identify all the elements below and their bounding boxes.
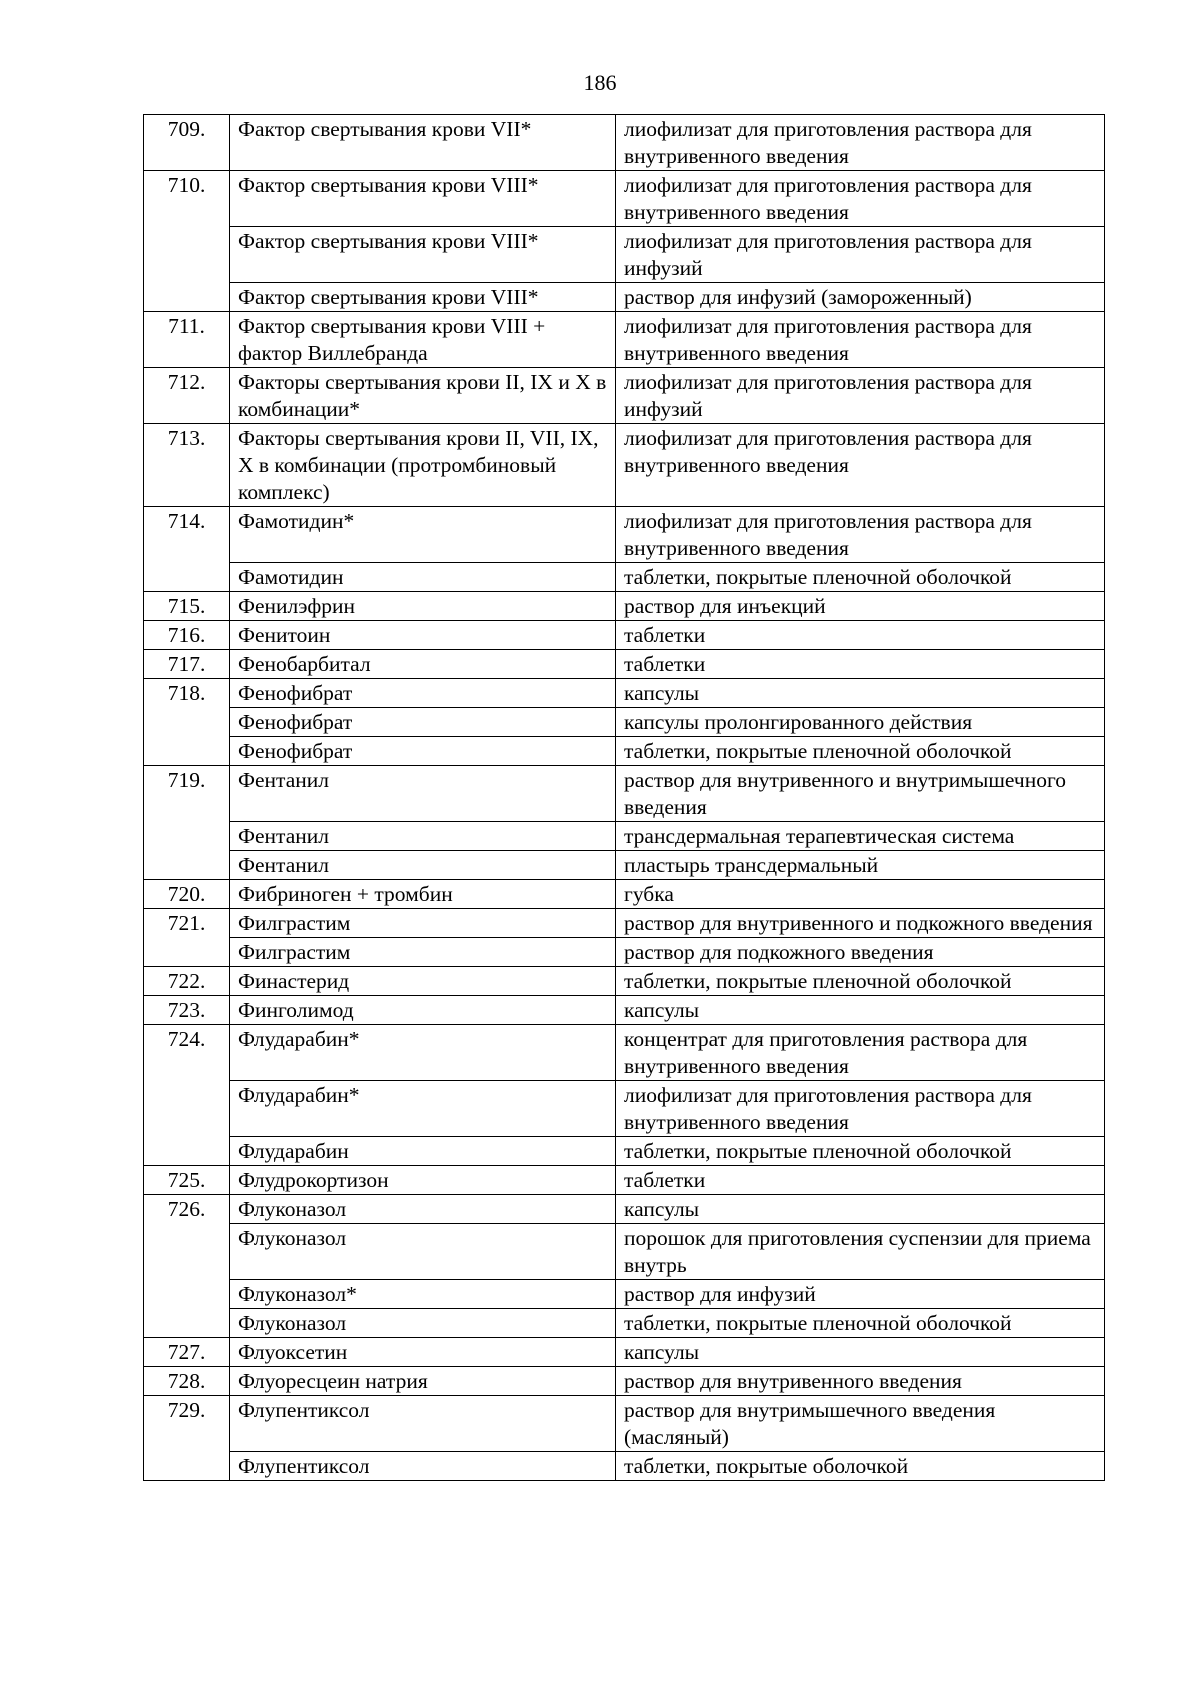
- drug-name: Фентанил: [230, 822, 616, 851]
- item-number: 721.: [144, 909, 230, 967]
- dosage-form: таблетки, покрытые пленочной оболочкой: [616, 967, 1105, 996]
- drug-name: Фактор свертывания крови VII*: [230, 115, 616, 171]
- drug-name: Факторы свертывания крови II, IX и X в комбинации*: [230, 368, 616, 424]
- dosage-form: лиофилизат для приготовления раствора для внутривенного введения: [616, 507, 1105, 563]
- table-row: [144, 766, 1105, 822]
- table-row: [144, 115, 1105, 171]
- drug-name: Фибриноген + тромбин: [230, 880, 616, 909]
- dosage-form: концентрат для приготовления раствора для внутривенного введения: [616, 1025, 1105, 1081]
- dosage-form: порошок для приготовления суспензии для приема внутрь: [616, 1224, 1105, 1280]
- drug-name: Флударабин*: [230, 1081, 616, 1137]
- drug-name: Фентанил: [230, 766, 616, 822]
- table-row: [144, 507, 1105, 563]
- dosage-form: капсулы: [616, 1195, 1105, 1224]
- table-row: [144, 1137, 1105, 1166]
- dosage-form: раствор для инъекций: [616, 592, 1105, 621]
- table-row: [144, 1195, 1105, 1224]
- dosage-form: таблетки, покрытые пленочной оболочкой: [616, 737, 1105, 766]
- drug-name: Флударабин*: [230, 1025, 616, 1081]
- table-row: [144, 1025, 1105, 1081]
- dosage-form: лиофилизат для приготовления раствора для внутривенного введения: [616, 171, 1105, 227]
- drug-name: Флуконазол: [230, 1309, 616, 1338]
- item-number: 715.: [144, 592, 230, 621]
- drug-name: Фенофибрат: [230, 708, 616, 737]
- table-row: [144, 312, 1105, 368]
- dosage-form: раствор для внутривенного введения: [616, 1367, 1105, 1396]
- item-number: 718.: [144, 679, 230, 766]
- item-number: 711.: [144, 312, 230, 368]
- table-row: [144, 880, 1105, 909]
- item-number: 714.: [144, 507, 230, 592]
- dosage-form: таблетки: [616, 1166, 1105, 1195]
- table-row: [144, 822, 1105, 851]
- dosage-form: губка: [616, 880, 1105, 909]
- item-number: 717.: [144, 650, 230, 679]
- table-row: [144, 563, 1105, 592]
- item-number: 712.: [144, 368, 230, 424]
- drug-name: Флуконазол: [230, 1195, 616, 1224]
- table-row: [144, 621, 1105, 650]
- dosage-form: капсулы: [616, 679, 1105, 708]
- drug-name: Фактор свертывания крови VIII*: [230, 283, 616, 312]
- drug-name: Флупентиксол: [230, 1396, 616, 1452]
- table-row: [144, 592, 1105, 621]
- table-row: [144, 679, 1105, 708]
- table-row: [144, 851, 1105, 880]
- drug-name: Фенофибрат: [230, 737, 616, 766]
- dosage-form: раствор для инфузий (замороженный): [616, 283, 1105, 312]
- dosage-form: пластырь трансдермальный: [616, 851, 1105, 880]
- table-row: [144, 1224, 1105, 1280]
- dosage-form: таблетки, покрытые пленочной оболочкой: [616, 563, 1105, 592]
- item-number: 719.: [144, 766, 230, 880]
- dosage-form: капсулы: [616, 996, 1105, 1025]
- dosage-form: таблетки, покрытые пленочной оболочкой: [616, 1137, 1105, 1166]
- drug-name: Факторы свертывания крови II, VII, IX, X в комбинации (протромбиновый комплекс): [230, 424, 616, 507]
- drug-name: Флуоресцеин натрия: [230, 1367, 616, 1396]
- dosage-form: таблетки: [616, 621, 1105, 650]
- item-number: 720.: [144, 880, 230, 909]
- table-row: [144, 1367, 1105, 1396]
- table-row: [144, 1396, 1105, 1452]
- dosage-form: раствор для внутримышечного введения (масляный): [616, 1396, 1105, 1452]
- dosage-form: лиофилизат для приготовления раствора для внутривенного введения: [616, 115, 1105, 171]
- item-number: 728.: [144, 1367, 230, 1396]
- item-number: 727.: [144, 1338, 230, 1367]
- drug-name: Фамотидин*: [230, 507, 616, 563]
- drug-name: Финастерид: [230, 967, 616, 996]
- table-row: [144, 227, 1105, 283]
- drug-name: Фентанил: [230, 851, 616, 880]
- item-number: 729.: [144, 1396, 230, 1481]
- item-number: 724.: [144, 1025, 230, 1166]
- dosage-form: раствор для инфузий: [616, 1280, 1105, 1309]
- page-number: 186: [583, 70, 617, 95]
- table-row: [144, 1166, 1105, 1195]
- drug-name: Фенилэфрин: [230, 592, 616, 621]
- table-row: [144, 650, 1105, 679]
- drug-name: Флуконазол*: [230, 1280, 616, 1309]
- item-number: 722.: [144, 967, 230, 996]
- item-number: 713.: [144, 424, 230, 507]
- table-row: [144, 368, 1105, 424]
- table-row: [144, 909, 1105, 938]
- dosage-form: лиофилизат для приготовления раствора для внутривенного введения: [616, 424, 1105, 507]
- dosage-form: таблетки, покрытые пленочной оболочкой: [616, 1309, 1105, 1338]
- table-row: [144, 1309, 1105, 1338]
- dosage-form: капсулы: [616, 1338, 1105, 1367]
- item-number: 725.: [144, 1166, 230, 1195]
- table-row: [144, 1081, 1105, 1137]
- table-row: [144, 1338, 1105, 1367]
- drug-name: Флупентиксол: [230, 1452, 616, 1481]
- drug-name: Финголимод: [230, 996, 616, 1025]
- dosage-form: раствор для внутривенного и внутримышечного введения: [616, 766, 1105, 822]
- drug-name: Флуконазол: [230, 1224, 616, 1280]
- table-row: [144, 938, 1105, 967]
- dosage-form: лиофилизат для приготовления раствора для инфузий: [616, 368, 1105, 424]
- dosage-form: раствор для внутривенного и подкожного введения: [616, 909, 1105, 938]
- drug-name: Флударабин: [230, 1137, 616, 1166]
- drug-table: [143, 114, 1105, 1481]
- table-row: [144, 283, 1105, 312]
- item-number: 716.: [144, 621, 230, 650]
- dosage-form: трансдермальная терапевтическая система: [616, 822, 1105, 851]
- dosage-form: лиофилизат для приготовления раствора для внутривенного введения: [616, 312, 1105, 368]
- dosage-form: лиофилизат для приготовления раствора для инфузий: [616, 227, 1105, 283]
- dosage-form: таблетки, покрытые оболочкой: [616, 1452, 1105, 1481]
- drug-name: Фактор свертывания крови VIII*: [230, 227, 616, 283]
- table-row: [144, 171, 1105, 227]
- dosage-form: капсулы пролонгированного действия: [616, 708, 1105, 737]
- table-row: [144, 1280, 1105, 1309]
- table-row: [144, 996, 1105, 1025]
- drug-name: Фенобарбитал: [230, 650, 616, 679]
- table-row: [144, 1452, 1105, 1481]
- drug-name: Фактор свертывания крови VIII + фактор Виллебранда: [230, 312, 616, 368]
- drug-name: Фенофибрат: [230, 679, 616, 708]
- drug-name: Филграстим: [230, 909, 616, 938]
- dosage-form: раствор для подкожного введения: [616, 938, 1105, 967]
- table-row: [144, 967, 1105, 996]
- drug-name: Филграстим: [230, 938, 616, 967]
- drug-name: Флуоксетин: [230, 1338, 616, 1367]
- item-number: 709.: [144, 115, 230, 171]
- drug-name: Фамотидин: [230, 563, 616, 592]
- table-body: [144, 115, 1105, 1481]
- table-row: [144, 424, 1105, 507]
- dosage-form: лиофилизат для приготовления раствора для внутривенного введения: [616, 1081, 1105, 1137]
- item-number: 726.: [144, 1195, 230, 1338]
- drug-name: Флудрокортизон: [230, 1166, 616, 1195]
- drug-name: Фактор свертывания крови VIII*: [230, 171, 616, 227]
- drug-name: Фенитоин: [230, 621, 616, 650]
- item-number: 710.: [144, 171, 230, 312]
- table-row: [144, 737, 1105, 766]
- table-row: [144, 708, 1105, 737]
- dosage-form: таблетки: [616, 650, 1105, 679]
- item-number: 723.: [144, 996, 230, 1025]
